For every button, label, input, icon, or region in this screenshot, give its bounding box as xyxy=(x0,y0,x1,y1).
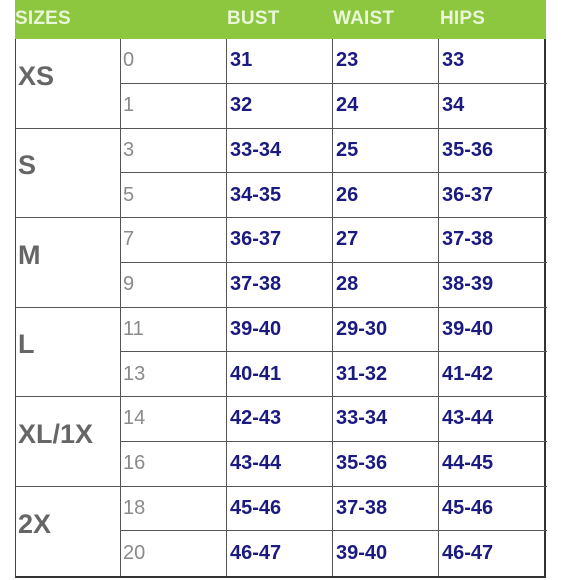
waist-value: 35-36 xyxy=(333,442,439,487)
bust-value: 39-40 xyxy=(227,308,333,353)
size-number: 14 xyxy=(121,397,227,442)
waist-value: 24 xyxy=(333,84,439,129)
size-number: 16 xyxy=(121,442,227,487)
size-number: 18 xyxy=(121,487,227,532)
hips-value: 35-36 xyxy=(439,129,547,174)
size-label: S xyxy=(16,129,121,219)
waist-value: 37-38 xyxy=(333,487,439,532)
size-number: 1 xyxy=(121,84,227,129)
waist-value: 39-40 xyxy=(333,531,439,576)
waist-value: 27 xyxy=(333,218,439,263)
size-label: XS xyxy=(16,39,121,129)
header-hips: HIPS xyxy=(440,8,486,29)
waist-value: 31-32 xyxy=(333,352,439,397)
size-number: 5 xyxy=(121,173,227,218)
size-label: XL/1X xyxy=(16,397,121,487)
hips-value: 45-46 xyxy=(439,487,547,532)
size-chart xyxy=(15,0,546,578)
waist-value: 25 xyxy=(333,129,439,174)
bust-value: 36-37 xyxy=(227,218,333,263)
header-bust: BUST xyxy=(227,8,280,29)
bust-value: 42-43 xyxy=(227,397,333,442)
bust-value: 32 xyxy=(227,84,333,129)
bust-value: 34-35 xyxy=(227,173,333,218)
size-number: 13 xyxy=(121,352,227,397)
size-number: 3 xyxy=(121,129,227,174)
bust-value: 46-47 xyxy=(227,531,333,576)
size-number: 7 xyxy=(121,218,227,263)
waist-value: 28 xyxy=(333,263,439,308)
waist-value: 26 xyxy=(333,173,439,218)
table-header xyxy=(15,0,546,39)
hips-value: 36-37 xyxy=(439,173,547,218)
waist-value: 23 xyxy=(333,39,439,84)
header-sizes: SIZES xyxy=(15,8,71,29)
hips-value: 46-47 xyxy=(442,542,494,565)
bust-value: 43-44 xyxy=(227,442,333,487)
size-number: 0 xyxy=(121,39,227,84)
size-number: 9 xyxy=(121,263,227,308)
bust-value: 31 xyxy=(227,39,333,84)
bust-value: 37-38 xyxy=(227,263,333,308)
size-table-body xyxy=(15,39,546,578)
header-waist: WAIST xyxy=(333,8,395,29)
hips-value: 43-44 xyxy=(439,397,547,442)
hips-value: 37-38 xyxy=(439,218,547,263)
size-label: 2X xyxy=(16,487,121,577)
waist-value: 29-30 xyxy=(333,308,439,353)
hips-value: 38-39 xyxy=(439,263,547,308)
size-label: M xyxy=(16,218,121,308)
hips-value: 39-40 xyxy=(439,308,547,353)
hips-value: 41-42 xyxy=(439,352,547,397)
size-label: L xyxy=(16,308,121,398)
hips-value: 34 xyxy=(439,84,547,129)
bust-value: 33-34 xyxy=(227,129,333,174)
hips-value: 44-45 xyxy=(439,442,547,487)
size-number: 20 xyxy=(121,531,227,576)
bust-value: 40-41 xyxy=(227,352,333,397)
bust-value: 45-46 xyxy=(227,487,333,532)
waist-value: 33-34 xyxy=(333,397,439,442)
size-number: 11 xyxy=(121,308,227,353)
hips-value: 33 xyxy=(439,39,547,84)
